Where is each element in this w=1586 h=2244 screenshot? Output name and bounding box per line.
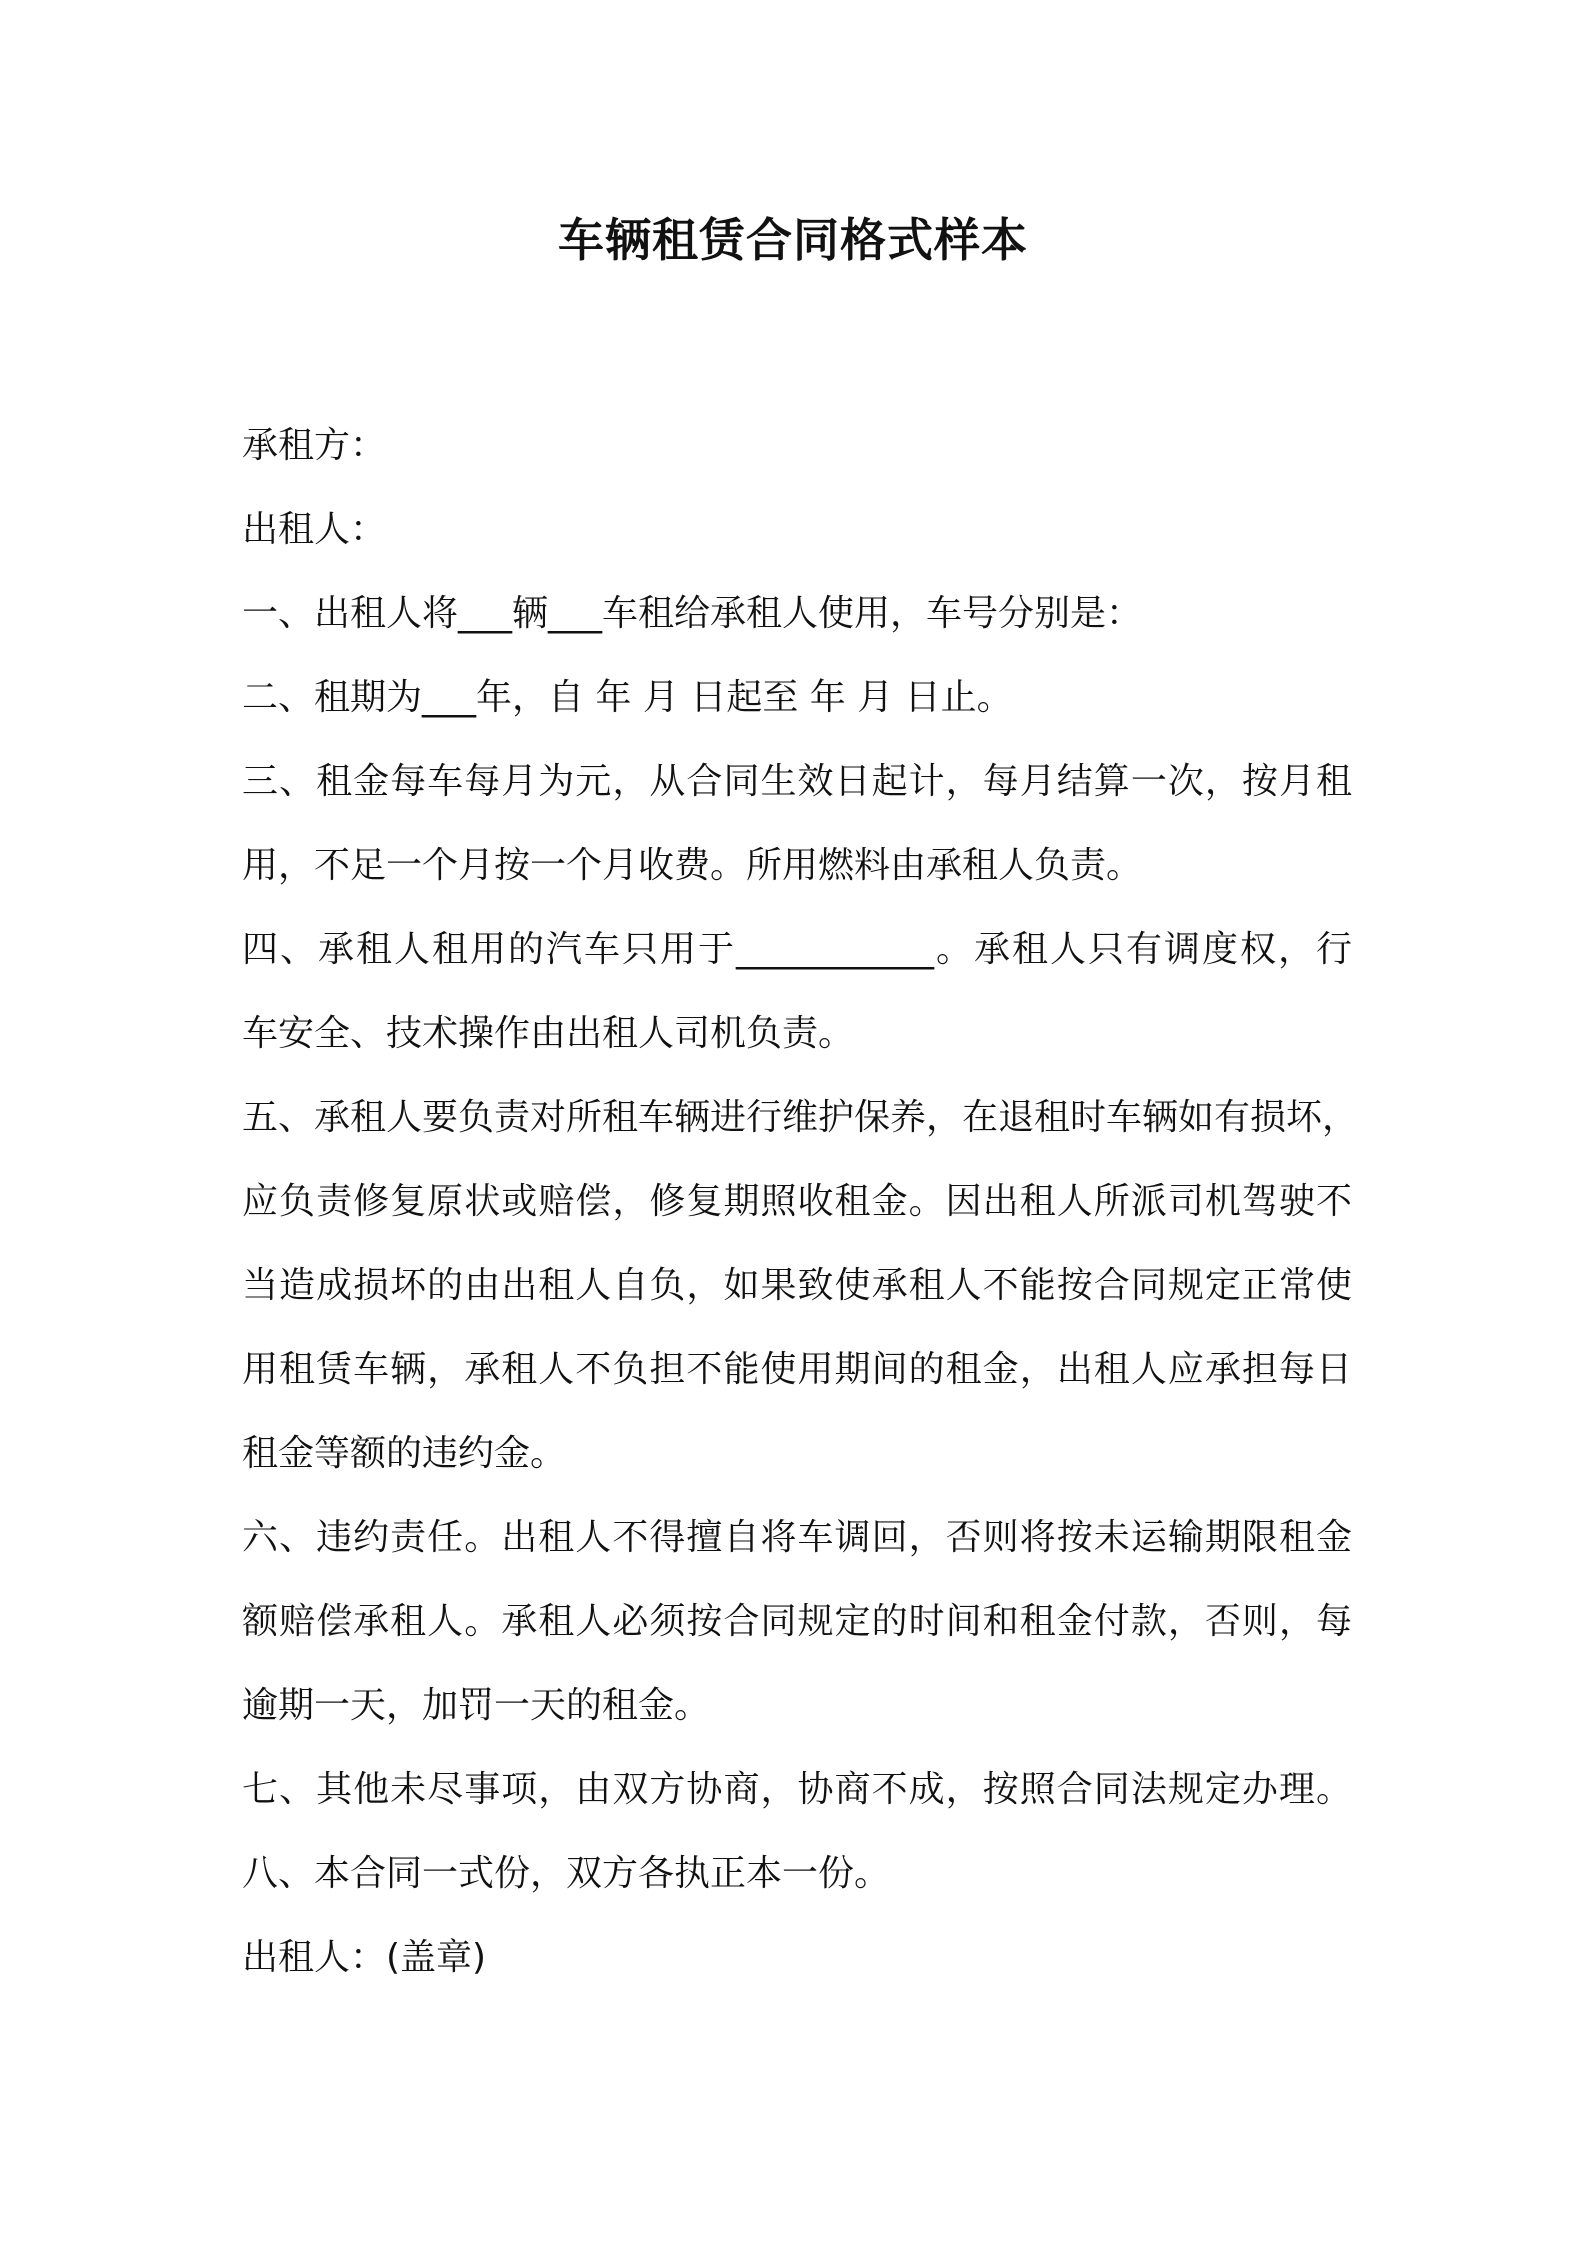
line-lessee: 承租方： [242,425,387,466]
document-title: 车辆租赁合同格式样本 [558,213,1028,267]
clause-6-line-3: 逾期一天，加罚一天的租金。 [242,1685,711,1726]
clause-1: 一、出租人将___辆___车租给承租人使用，车号分别是： [242,593,1143,634]
clause-5-line-2: 应负责修复原状或赔偿，修复期照收租金。因出租人所派司机驾驶不 [242,1181,1352,1222]
document-body [242,404,1359,2000]
clause-4-line-1: 四、承租人租用的汽车只用于___________。承租人只有调度权，行 [242,929,1352,970]
clause-5-line-4: 用租赁车辆，承租人不负担不能使用期间的租金，出租人应承担每日 [242,1349,1352,1390]
signature-lessor: 出租人：(盖章) [242,1937,487,1978]
clause-6-line-2: 额赔偿承租人。承租人必须按合同规定的时间和租金付款，否则，每 [242,1601,1352,1642]
clause-5-line-5: 租金等额的违约金。 [242,1433,567,1474]
clause-7: 七、其他未尽事项，由双方协商，协商不成，按照合同法规定办理。 [242,1769,1352,1810]
clause-5-line-3: 当造成损坏的由出租人自负，如果致使承租人不能按合同规定正常使 [242,1265,1352,1306]
clause-6-line-1: 六、违约责任。出租人不得擅自将车调回，否则将按未运输期限租金 [242,1517,1352,1558]
clause-3-line-2: 用，不足一个月按一个月收费。所用燃料由承租人负责。 [242,845,1143,886]
clause-3-line-1: 三、租金每车每月为元，从合同生效日起计，每月结算一次，按月租 [242,761,1352,802]
clause-8: 八、本合同一式份，双方各执正本一份。 [242,1853,891,1894]
clause-5-line-1: 五、承租人要负责对所租车辆进行维护保养，在退租时车辆如有损坏， [242,1097,1359,1138]
clause-2: 二、租期为___年，自 年 月 日起至 年 月 日止。 [242,677,1013,718]
clause-4-line-2: 车安全、技术操作由出租人司机负责。 [242,1013,855,1054]
line-lessor: 出租人： [242,509,387,550]
